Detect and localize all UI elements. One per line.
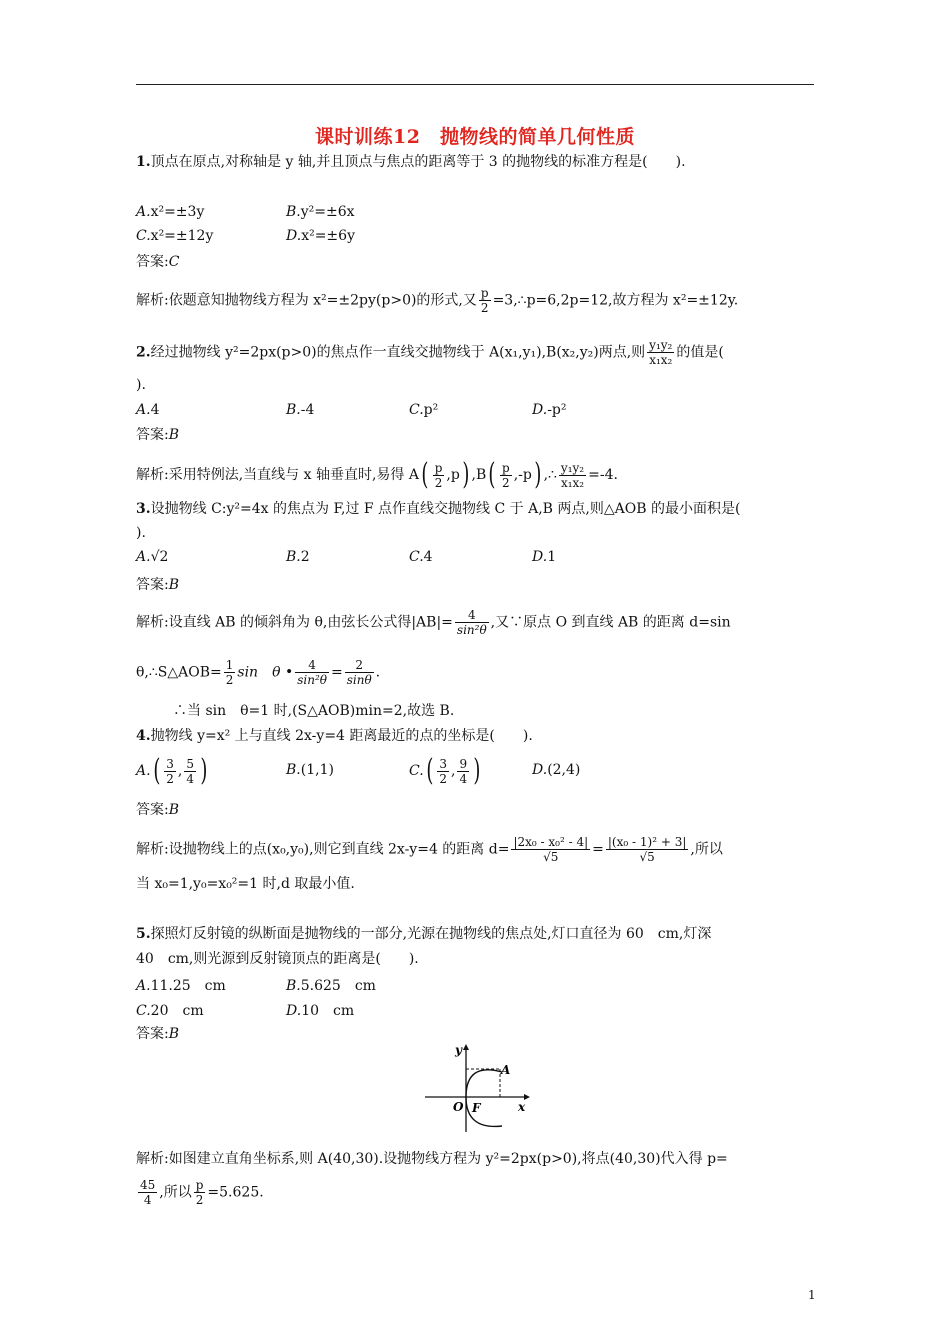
f-label: F bbox=[472, 1101, 481, 1115]
a-label: A bbox=[501, 1063, 511, 1077]
option-c: C.( $\frac{3}{2}$ , $\frac{9}{4}$ ) bbox=[409, 753, 481, 788]
option-d: D.x²=±6y bbox=[286, 228, 355, 244]
page-title: 课时训练12 抛物线的简单几何性质 bbox=[315, 126, 635, 148]
answer: 答案:B bbox=[136, 427, 180, 443]
solution-line-2: 当 x₀=1,y₀=x₀²=1 时,d 取最小值. bbox=[136, 876, 355, 892]
option-b: B.y²=±6x bbox=[286, 204, 355, 220]
option-c: C.p² bbox=[409, 402, 439, 418]
question-3-continued: ). bbox=[136, 525, 146, 541]
option-c: C.x²=±12y bbox=[136, 228, 214, 244]
question-number: 4. bbox=[136, 728, 151, 744]
y-axis-arrow bbox=[463, 1044, 469, 1050]
parabola-curve bbox=[466, 1070, 502, 1127]
solution-line-2: $\frac{45}{4}$ ,所以 $\frac{p}{2}$ =5.625. bbox=[140, 1178, 264, 1207]
option-a: A.√2 bbox=[136, 549, 169, 565]
question-number: 5. bbox=[136, 926, 151, 942]
page-number: 1 bbox=[808, 1288, 816, 1302]
question-2: 2.经过抛物线 y²=2px(p>0)的焦点作一直线交抛物线于 A(x₁,y₁),B(x₂,y₂)两点,则 $\frac{\text{y₁y₂}}{\text{x₁x₂}}$ 的值是( bbox=[136, 338, 724, 367]
x-label: x bbox=[518, 1100, 526, 1114]
solution: 解析:如图建立直角坐标系,则 A(40,30).设抛物线方程为 y²=2px(p>0),将点(40,30)代入得 p= bbox=[136, 1151, 728, 1167]
solution: 解析:设直线 AB 的倾斜角为 θ,由弦长公式得|AB|= $\frac{4}{\text{sin²θ}}$ ,又∵原点 O 到直线 AB 的距离 d=sin bbox=[136, 608, 731, 637]
option-d: D.-p² bbox=[532, 402, 567, 418]
solution: 解析:依题意知抛物线方程为 x²=±2py(p>0)的形式,又 $\frac{p}{2}$ =3,∴p=6,2p=12,故方程为 x²=±12y. bbox=[136, 286, 739, 315]
solution-line-3: ∴当 sin θ=1 时,(S△AOB)min=2,故选 B. bbox=[173, 703, 455, 719]
option-b: B.(1,1) bbox=[286, 762, 334, 778]
answer: 答案:B bbox=[136, 1026, 180, 1042]
question-5: 5.探照灯反射镜的纵断面是抛物线的一部分,光源在抛物线的焦点处,灯口直径为 60 cm,灯深 bbox=[136, 926, 712, 942]
question-4: 4.抛物线 y=x² 上与直线 2x-y=4 距离最近的点的坐标是( ). bbox=[136, 728, 533, 744]
question-2-continued: ). bbox=[136, 377, 146, 393]
header-rule bbox=[136, 84, 814, 85]
question-1 bbox=[136, 153, 686, 171]
solution: 解析:采用特例法,当直线与 x 轴垂直时,易得 A( $\frac{p}{2}$ ,p) ,B( $\frac{p}{2}$ ,-p) ,∴ $\frac{\text{y₁y₂}}{\text{x₁x₂}}$ =-4. bbox=[136, 457, 618, 492]
option-b: B.5.625 cm bbox=[286, 978, 376, 994]
option-a: A.4 bbox=[136, 402, 160, 418]
option-c: C.4 bbox=[409, 549, 433, 565]
option-a: A.( $\frac{3}{2}$ , $\frac{5}{4}$ ) bbox=[136, 753, 208, 788]
answer: 答案:C bbox=[136, 254, 180, 270]
option-d: D.1 bbox=[532, 549, 557, 565]
solution-line-2: θ,∴S△AOB= $\frac{1}{2}$ sin θ • $\frac{4}{\text{sin²θ}}$ = $\frac{2}{\sin\theta}$ . bbox=[136, 658, 381, 687]
option-d: D.(2,4) bbox=[532, 762, 581, 778]
option-a: A.11.25 cm bbox=[136, 978, 226, 994]
option-c: C.20 cm bbox=[136, 1003, 204, 1019]
question-5-continued: 40 cm,则光源到反射镜顶点的距离是( ). bbox=[136, 951, 419, 967]
question-number: 2. bbox=[136, 344, 151, 361]
o-label: O bbox=[453, 1100, 464, 1114]
parabola-diagram bbox=[420, 1040, 530, 1135]
option-a: A.x²=±3y bbox=[136, 204, 205, 220]
question-text: 顶点在原点,对称轴是 y 轴,并且顶点与焦点的距离等于 3 的抛物线的标准方程是( ). bbox=[150, 154, 686, 170]
option-b: B.2 bbox=[286, 549, 310, 565]
question-number: 1. bbox=[136, 154, 151, 170]
y-label: y bbox=[455, 1043, 462, 1057]
solution: 解析:设抛物线上的点(x₀,y₀),则它到直线 2x-y=4 的距离 d= $\frac{\text{|2x₀ - x₀² - 4|}}{√5}$ = $\frac{\text{|(x₀ - 1)² + 3|}}{√5}$ ,所以 bbox=[136, 835, 723, 864]
question-number: 3. bbox=[136, 501, 151, 517]
answer: 答案:B bbox=[136, 577, 180, 593]
answer: 答案:B bbox=[136, 802, 180, 818]
question-3: 3.设抛物线 C:y²=4x 的焦点为 F,过 F 点作直线交抛物线 C 于 A,B 两点,则△AOB 的最小面积是( bbox=[136, 501, 741, 517]
option-b: B.-4 bbox=[286, 402, 315, 418]
option-d: D.10 cm bbox=[286, 1003, 355, 1019]
